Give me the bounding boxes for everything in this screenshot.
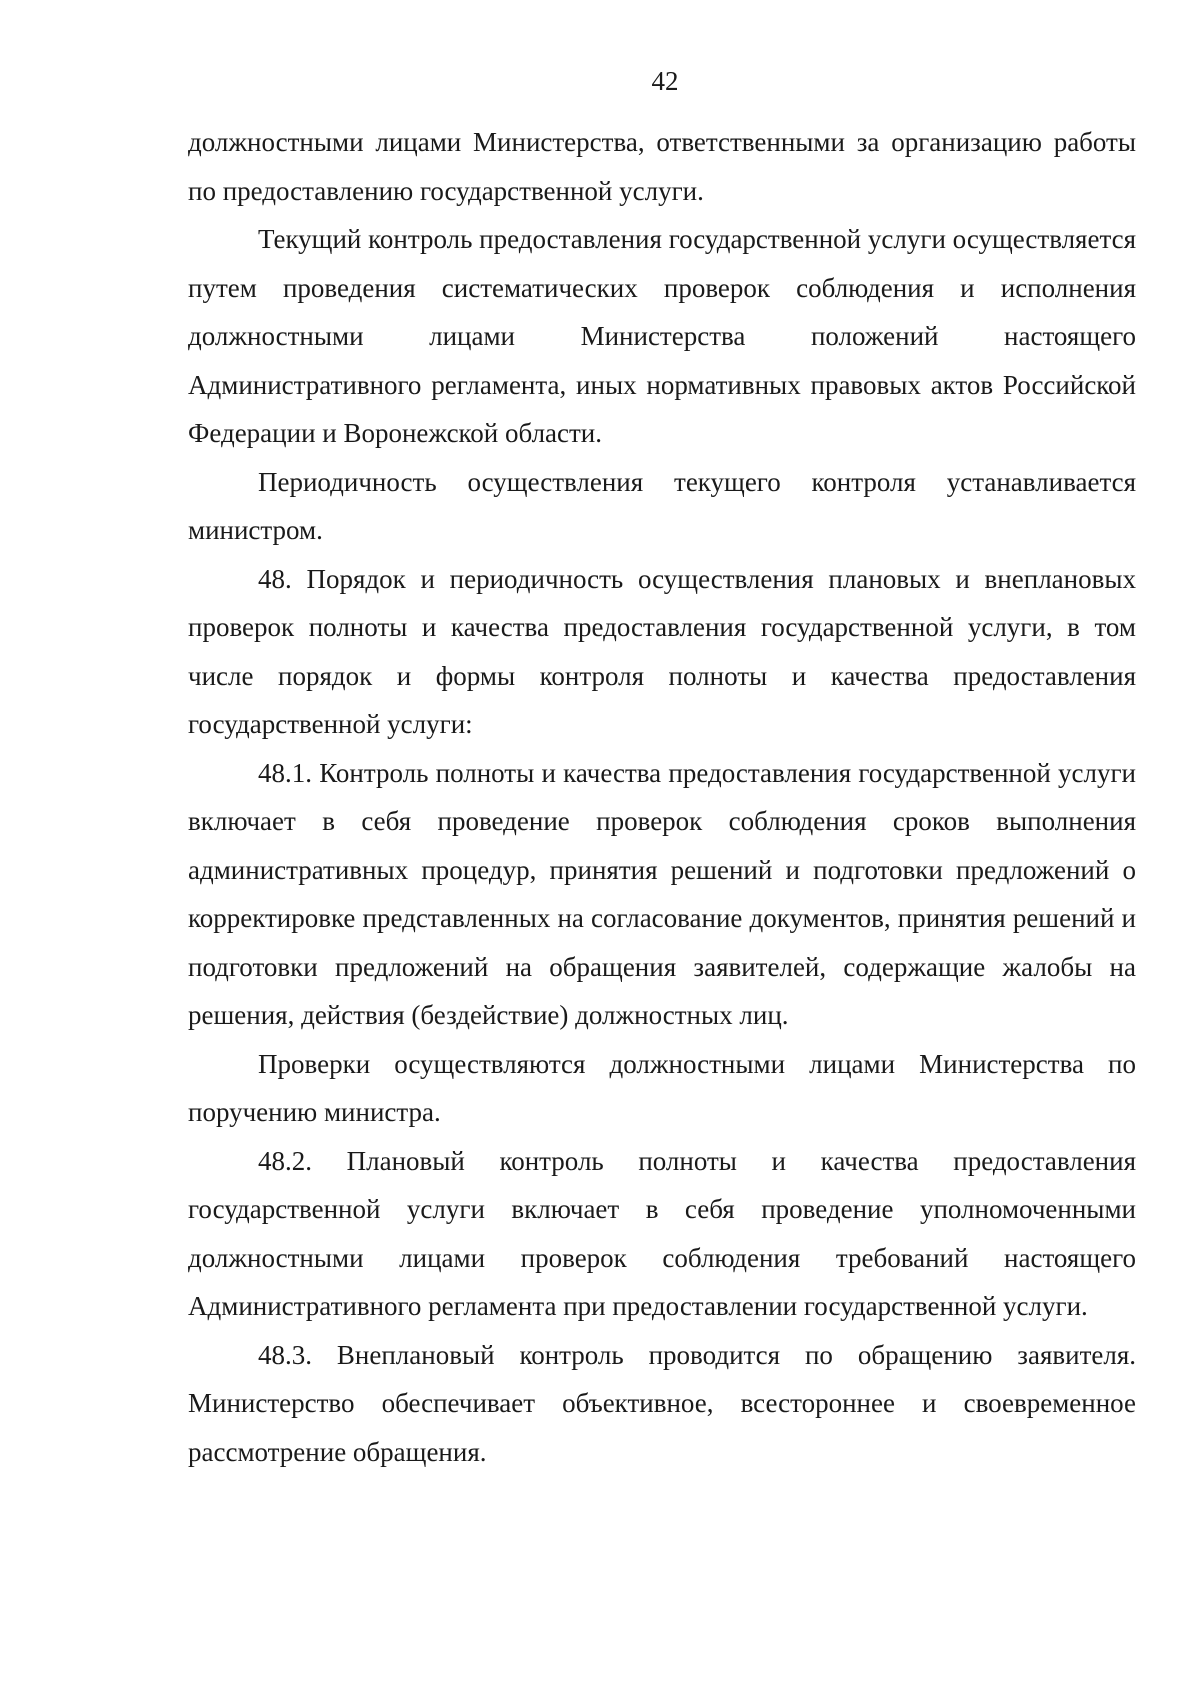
paragraph-periodicity: Периодичность осуществления текущего контроля устанавливается министром. — [188, 466, 1136, 545]
paragraph-inspections: Проверки осуществляются должностными лицами Министерства по поручению министра. — [188, 1048, 1136, 1127]
paragraph-48-2: 48.2. Плановый контроль полноты и качества предоставления государственной услуги включает в себя проведение уполномоченными должностными лицами проверок соблюдения требований настоящего Административного регламента при предоставлении государственной услуги. — [188, 1145, 1136, 1321]
document-body — [188, 118, 1136, 1476]
paragraph-48: 48. Порядок и периодичность осуществления плановых и внеплановых проверок полноты и качества предоставления государственной услуги, в том числе порядок и формы контроля полноты и качества предоставления государственной услуги: — [188, 563, 1136, 739]
paragraph-48-1: 48.1. Контроль полноты и качества предоставления государственной услуги включает в себя проведение проверок соблюдения сроков выполнения административных процедур, принятия решений и подготовки предложений о корректировке представленных на согласование документов, принятия решений и подготовки предложений на обращения заявителей, содержащие жалобы на решения, действия (бездействие) должностных лиц. — [188, 757, 1136, 1030]
paragraph-current-control: Текущий контроль предоставления государственной услуги осуществляется путем проведения систематических проверок соблюдения и исполнения должностными лицами Министерства положений настоящего Административного регламента, иных нормативных правовых актов Российской Федерации и Воронежской области. — [188, 224, 1136, 448]
paragraph-48-3: 48.3. Внеплановый контроль проводится по обращению заявителя. Министерство обеспечивает объективное, всестороннее и своевременное рассмотрение обращения. — [188, 1339, 1136, 1467]
paragraph-continuation: должностными лицами Министерства, ответственными за организацию работы по предоставлению государственной услуги. — [188, 127, 1136, 206]
page-number: 42 — [651, 66, 679, 96]
